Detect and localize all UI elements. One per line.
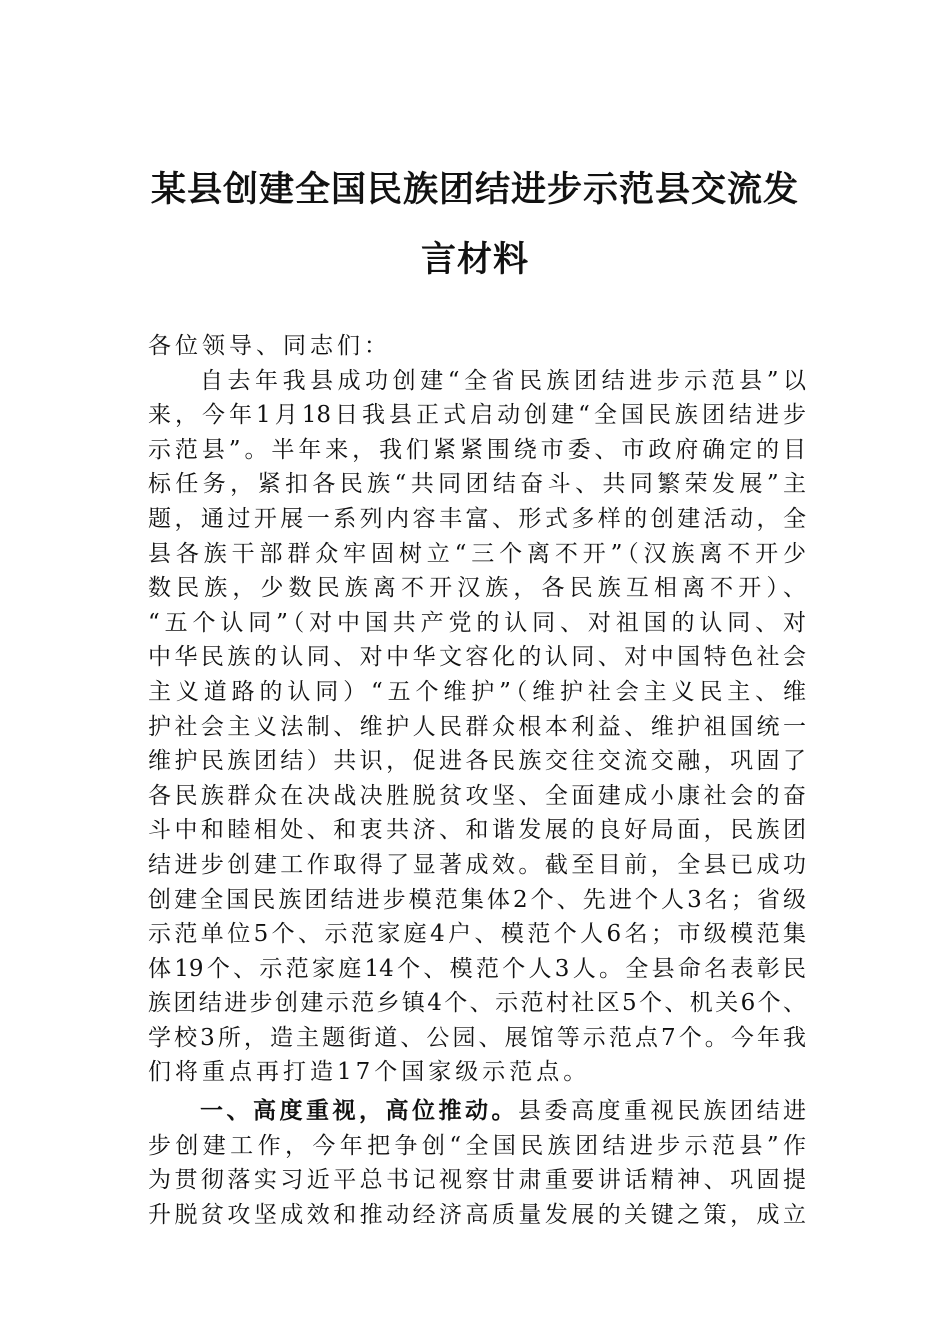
paragraph-line: 县各族干部群众牢固树立“三个离不开”（汉族离不开少 <box>148 540 806 567</box>
paragraph-line: 标任务，紧扣各民族“共同团结奋斗、共同繁荣发展”主 <box>148 471 806 498</box>
paragraph-line: 族团结进步创建示范乡镇4个、示范村社区5个、机关6个、 <box>148 990 806 1017</box>
paragraph-line: 学校3所，造主题街道、公园、展馆等示范点7个。今年我 <box>148 1024 806 1051</box>
paragraph-line: 示范单位5个、示范家庭4户、模范个人6名；市级模范集 <box>148 921 806 948</box>
paragraph-intro <box>148 364 806 1090</box>
section-1-body <box>148 1129 806 1233</box>
paragraph-line: 升脱贫攻坚成效和推动经济高质量发展的关键之策，成立 <box>148 1201 806 1228</box>
paragraph-line: 斗中和睦相处、和衷共济、和谐发展的良好局面，民族团 <box>148 817 806 844</box>
paragraph-line: 体19个、示范家庭14个、模范个人3人。全县命名表彰民 <box>148 955 806 982</box>
greeting: 各位领导、同志们： <box>148 333 391 359</box>
paragraph-line: 主义道路的认同）“五个维护”（维护社会主义民主、维 <box>148 678 806 705</box>
section-1-text: 县委高度重视民族团结进 <box>518 1098 806 1125</box>
document-body <box>148 329 806 1232</box>
section-1-heading: 一、高度重视，高位推动。 <box>200 1097 518 1125</box>
document-title-line-2: 言材料 <box>420 239 529 280</box>
paragraph-line: 各民族群众在决战决胜脱贫攻坚、全面建成小康社会的奋 <box>148 782 806 809</box>
document-title-line-1: 某县创建全国民族团结进步示范县交流发 <box>150 169 799 210</box>
paragraph-line: 创建全国民族团结进步模范集体2个、先进个人3名；省级 <box>148 886 806 913</box>
paragraph-line: 步创建工作，今年把争创“全国民族团结进步示范县”作 <box>148 1132 806 1159</box>
paragraph-line: 为贯彻落实习近平总书记视察甘肃重要讲话精神、巩固提 <box>148 1167 806 1194</box>
section-1-first-line <box>148 1094 806 1129</box>
paragraph-line: 中华民族的认同、对中华文容化的认同、对中国特色社会 <box>148 644 806 671</box>
paragraph-line: 结进步创建工作取得了显著成效。截至目前，全县已成功 <box>148 851 806 878</box>
paragraph-line: 示范县”。半年来，我们紧紧围绕市委、市政府确定的目 <box>148 436 806 463</box>
paragraph-line: 护社会主义法制、维护人民群众根本利益、维护祖国统一 <box>148 713 806 740</box>
paragraph-line: “五个认同”（对中国共产党的认同、对祖国的认同、对 <box>148 609 806 636</box>
paragraph-line: 维护民族团结）共识，促进各民族交往交流交融，巩固了 <box>148 748 806 775</box>
paragraph-line: 数民族，少数民族离不开汉族，各民族互相离不开）、 <box>148 575 806 602</box>
paragraph-line: 题，通过开展一系列内容丰富、形式多样的创建活动，全 <box>148 505 806 532</box>
paragraph-line: 们将重点再打造17个国家级示范点。 <box>148 1059 591 1086</box>
paragraph-line: 自去年我县成功创建“全省民族团结进步示范县”以 <box>200 367 806 394</box>
paragraph-line: 来，今年1月18日我县正式启动创建“全国民族团结进步 <box>148 402 806 429</box>
